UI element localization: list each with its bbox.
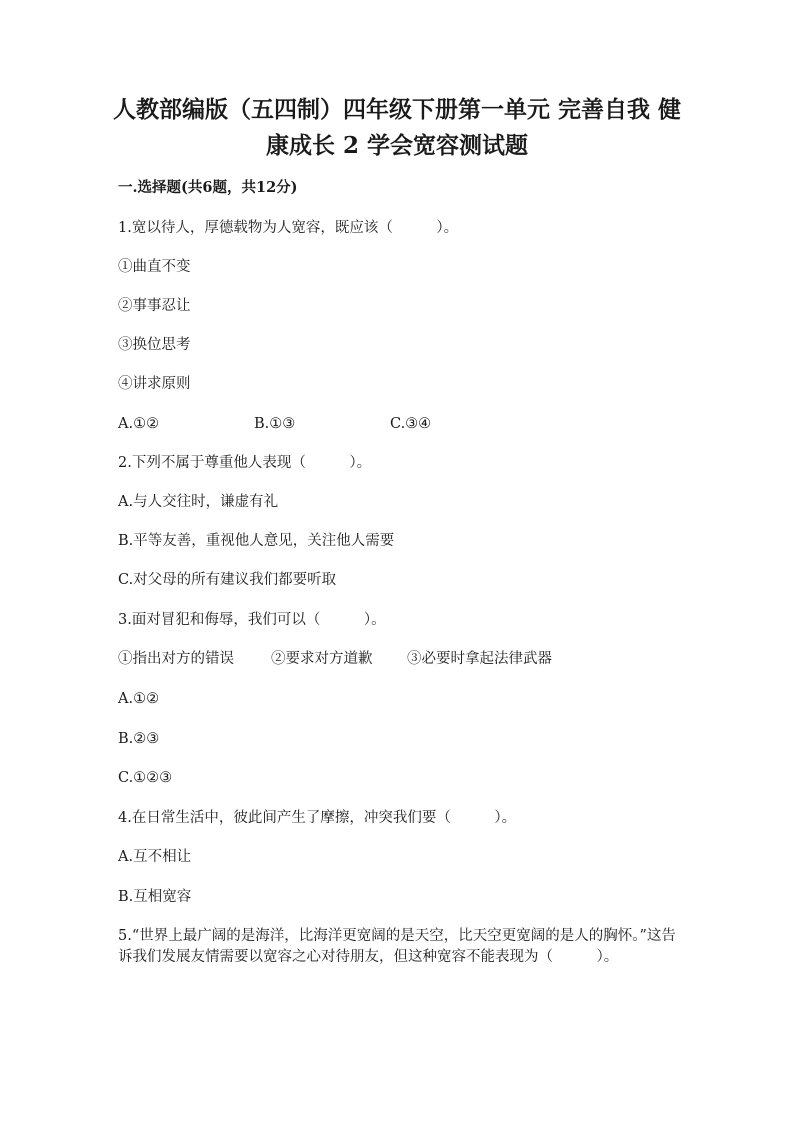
question-2-stem: 2.下列不属于尊重他人表现（ ）。 (118, 455, 372, 471)
question-1-stem: 1.宽以待人，厚德载物为人宽容，既应该（ ）。 (118, 220, 459, 236)
document-title: 人教部编版（五四制）四年级下册第一单元 完善自我 健康成长 2 学会宽容测试题 (112, 96, 681, 159)
question-1-option-a: A.①② (118, 416, 160, 432)
question-1-item-2: ②事事忍让 (118, 298, 191, 314)
question-1-item-3: ③换位思考 (118, 337, 191, 353)
question-3-option-b: B.②③ (118, 731, 160, 747)
question-3-option-c: C.①②③ (118, 770, 173, 786)
question-3-item-3: ③必要时拿起法律武器 (407, 651, 552, 667)
question-1-option-b: B.①③ (254, 416, 296, 432)
question-3-stem: 3.面对冒犯和侮辱，我们可以（ ）。 (118, 612, 386, 628)
question-4-option-b: B.互相宽容 (118, 889, 192, 905)
question-2-option-b: B.平等友善，重视他人意见，关注他人需要 (118, 533, 395, 549)
question-3-option-a: A.①② (118, 691, 160, 707)
question-2-option-c: C.对父母的所有建议我们都要听取 (118, 572, 337, 588)
section-heading: 一.选择题(共6题，共12分) (118, 179, 298, 196)
question-5-stem: 5.“世界上最广阔的是海洋，比海洋更宽阔的是天空，比天空更宽阔的是人的胸怀。”这告诉我们发展友情需要以宽容之心对待朋友，但这种宽容不能表现为（ ）。 (118, 928, 676, 965)
question-1-option-c: C.③④ (390, 416, 432, 432)
question-2-option-a: A.与人交往时，谦虚有礼 (118, 494, 279, 510)
question-3-item-2: ②要求对方道歉 (271, 651, 373, 667)
question-1-item-1: ①曲直不变 (118, 259, 191, 275)
question-4-stem: 4.在日常生活中，彼此间产生了摩擦，冲突我们要（ ）。 (118, 810, 517, 826)
question-3-item-1: ①指出对方的错误 (118, 651, 234, 667)
question-4-option-a: A.互不相让 (118, 849, 192, 865)
question-1-item-4: ④讲求原则 (118, 376, 191, 392)
